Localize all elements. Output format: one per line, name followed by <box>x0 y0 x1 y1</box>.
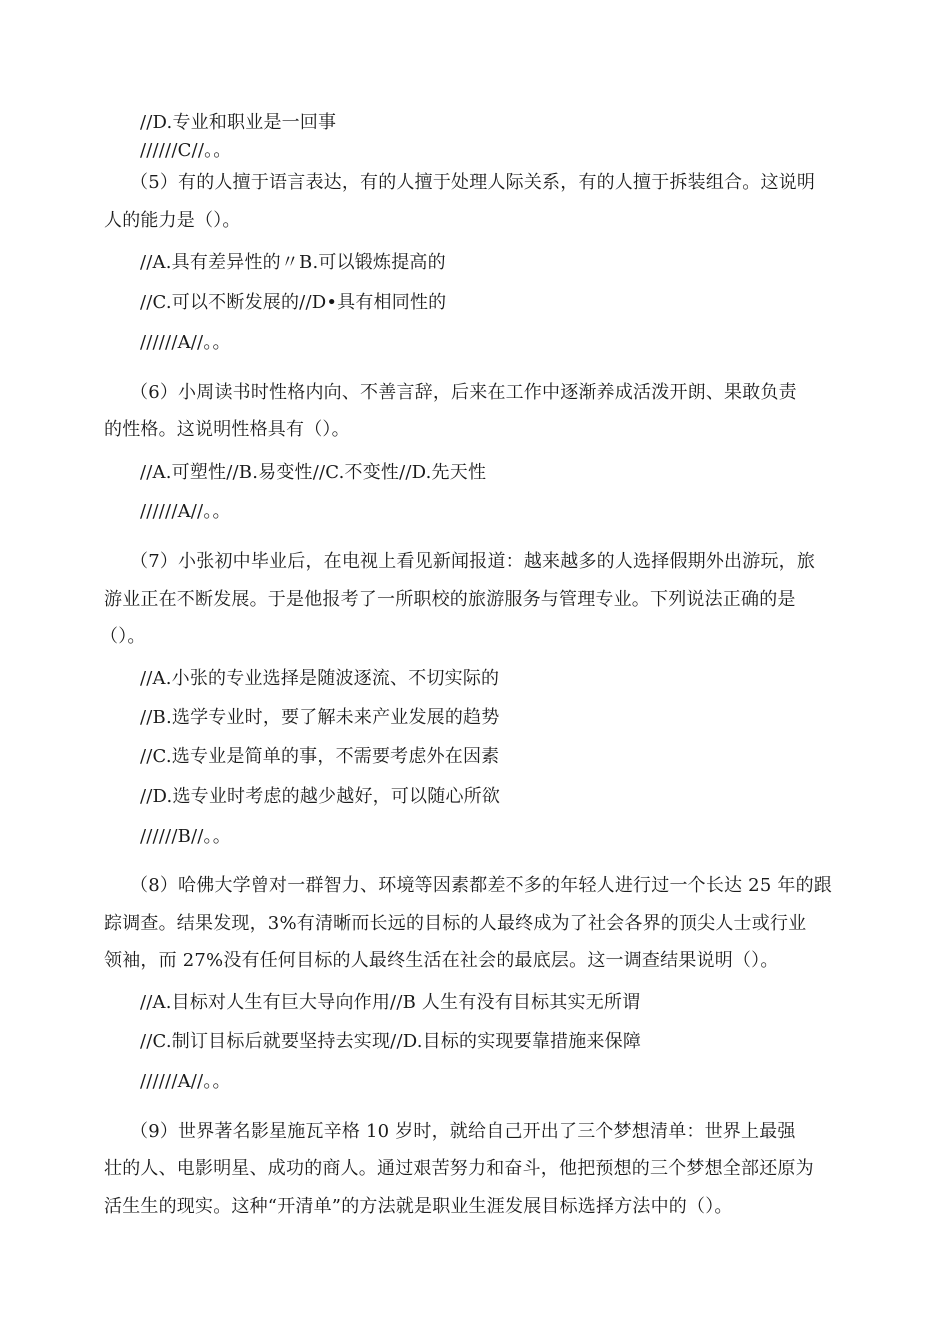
q5-answer: //////A//。。 <box>140 332 231 353</box>
q4-answer: //////C//。。 <box>140 140 232 161</box>
q6-answer: //////A//。。 <box>140 501 231 522</box>
q4-option-d: //D.专业和职业是一回事 <box>140 112 337 133</box>
q9-stem-line-2: 壮的人、电影明星、成功的商人。通过艰苦努力和奋斗，他把预想的三个梦想全部还原为 <box>104 1158 814 1179</box>
q5-stem-line-2: 人的能力是（）。 <box>104 210 241 231</box>
q7-stem-line-3: （）。 <box>100 626 146 647</box>
q6-stem-line-2: 的性格。这说明性格具有（）。 <box>104 419 350 440</box>
q7-option-b: //B.选学专业时，要了解未来产业发展的趋势 <box>140 707 500 728</box>
q8-stem-line-3: 领袖，而 27%没有任何目标的人最终生活在社会的最底层。这一调查结果说明（）。 <box>104 950 779 971</box>
q9-stem-line-3: 活生生的现实。这种“开清单”的方法就是职业生涯发展目标选择方法中的（）。 <box>104 1196 733 1217</box>
q5-option-line-2: //C.可以不断发展的//D•具有相同性的 <box>140 292 447 313</box>
q6-stem-line-1: （6）小周读书时性格内向、不善言辞，后来在工作中逐渐养成活泼开朗、果敢负责 <box>130 382 797 403</box>
q8-stem-line-1: （8）哈佛大学曾对一群智力、环境等因素都差不多的年轻人进行过一个长达 25 年的跟 <box>130 875 832 896</box>
q8-option-line-1: //A.目标对人生有巨大导向作用//B 人生有没有目标其实无所谓 <box>140 992 641 1013</box>
q7-option-a: //A.小张的专业选择是随波逐流、不切实际的 <box>140 668 500 689</box>
q6-option-line-1: //A.可塑性//B.易变性//C.不变性//D.先天性 <box>140 462 487 483</box>
q7-stem-line-2: 游业正在不断发展。于是他报考了一所职校的旅游服务与管理专业。下列说法正确的是 <box>104 589 796 610</box>
q8-option-line-2: //C.制订目标后就要坚持去实现//D.目标的实现要靠措施来保障 <box>140 1031 642 1052</box>
q8-stem-line-2: 踪调查。结果发现，3%有清晰而长远的目标的人最终成为了社会各界的顶尖人士或行业 <box>104 913 807 934</box>
q7-option-c: //C.选专业是简单的事，不需要考虑外在因素 <box>140 746 500 767</box>
q5-stem-line-1: （5）有的人擅于语言表达，有的人擅于处理人际关系，有的人擅于拆装组合。这说明 <box>130 172 816 193</box>
q5-option-line-1: //A.具有差异性的〃B.可以锻炼提高的 <box>140 252 446 273</box>
q7-answer: //////B//。。 <box>140 826 231 847</box>
q7-stem-line-1: （7）小张初中毕业后，在电视上看见新闻报道：越来越多的人选择假期外出游玩，旅 <box>130 551 816 572</box>
q8-answer: //////A//。。 <box>140 1071 231 1092</box>
q9-stem-line-1: （9）世界著名影星施瓦辛格 10 岁时，就给自己开出了三个梦想清单：世界上最强 <box>130 1121 796 1142</box>
q7-option-d: //D.选专业时考虑的越少越好，可以随心所欲 <box>140 786 501 807</box>
